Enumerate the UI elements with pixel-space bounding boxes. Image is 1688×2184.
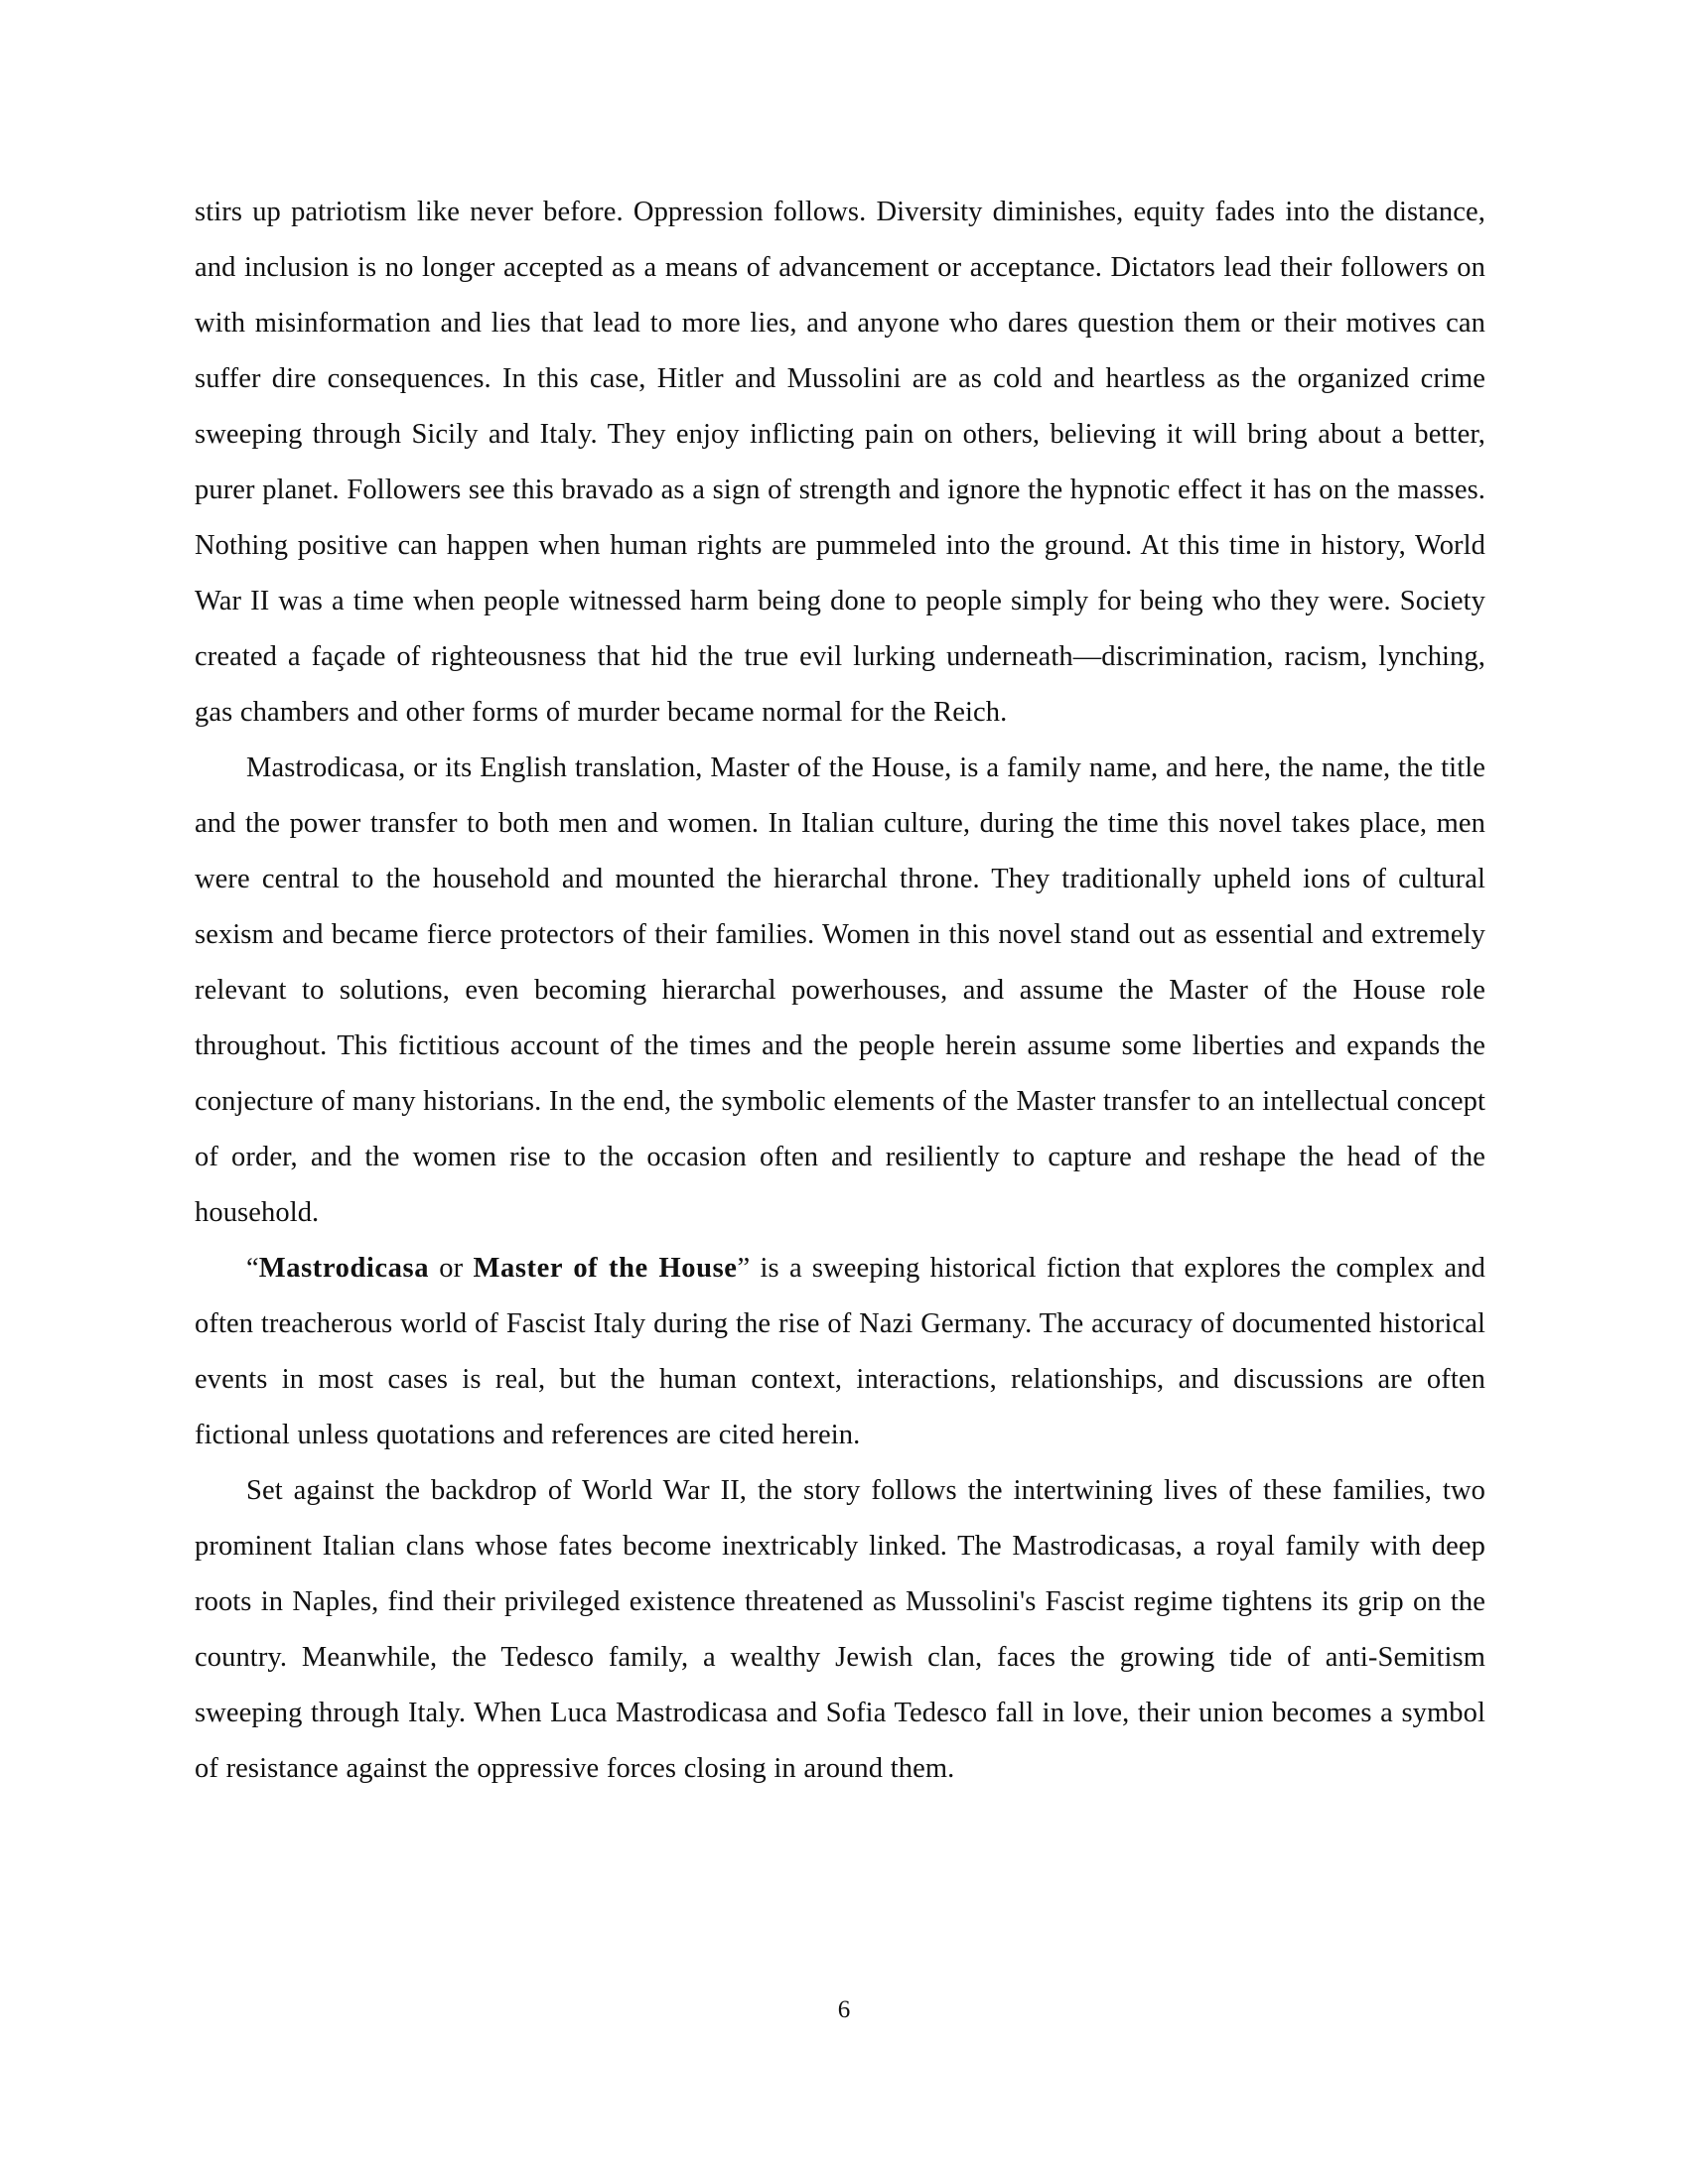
paragraph-2: Mastrodicasa, or its English translation, Master of the House, is a family name, and here, the name, the title and the power transfer to both men and women. In Italian culture, during the time this novel takes place, men were central to the household and mounted the hierarchal throne. They traditionally upheld ions of cultural sexism and became fierce protectors of their families. Women in this novel stand out as essential and extremely relevant to solutions, even becoming hierarchal powerhouses, and assume the Master of the House role throughout. This fictitious account of the times and the people herein assume some liberties and expands the conjecture of many historians. In the end, the symbolic elements of the Master transfer to an intellectual concept of order, and the women rise to the occasion often and resiliently to capture and reshape the head of the household.: [195, 752, 1485, 1228]
open-quote: “: [246, 1253, 259, 1284]
bold-title-english: Master of the House: [473, 1253, 738, 1284]
close-quote: ”: [737, 1253, 751, 1284]
bold-title-italian: Mastrodicasa: [258, 1253, 430, 1284]
page-body: [195, 185, 1485, 1797]
paragraph-3-body: is a sweeping historical fiction that explores the complex and often treacherous world of Fascist Italy during the rise of Nazi Germany. The accuracy of documented historical events in most cases is real, but the human context, interactions, relationships, and discussions are often fictional unless quotations and references are cited herein.: [195, 1253, 1485, 1450]
paragraph-1: stirs up patriotism like never before. Oppression follows. Diversity diminishes, equity fades into the distance, and inclusion is no longer accepted as a means of advancement or acceptance. Dictators lead their followers on with misinformation and lies that lead to more lies, and anyone who dares question them or their motives can suffer dire consequences. In this case, Hitler and Mussolini are as cold and heartless as the organized crime sweeping through Sicily and Italy. They enjoy inflicting pain on others, believing it will bring about a better, purer planet. Followers see this bravado as a sign of strength and ignore the hypnotic effect it has on the masses. Nothing positive can happen when human rights are pummeled into the ground. At this time in history, World War II was a time when people witnessed harm being done to people simply for being who they were. Society created a façade of righteousness that hid the true evil lurking underneath—discrimination, racism, lynching, gas chambers and other forms of murder became normal for the Reich.: [195, 197, 1485, 728]
paragraph-3: [195, 1241, 1485, 1463]
title-connector: or: [429, 1253, 474, 1284]
page-number: 6: [837, 1996, 851, 2023]
paragraph-4: Set against the backdrop of World War II, the story follows the intertwining lives of these families, two prominent Italian clans whose fates become inextricably linked. The Mastrodicasas, a royal family with deep roots in Naples, find their privileged existence threatened as Mussolini's Fascist regime tightens its grip on the country. Meanwhile, the Tedesco family, a wealthy Jewish clan, faces the growing tide of anti-Semitism sweeping through Italy. When Luca Mastrodicasa and Sofia Tedesco fall in love, their union becomes a symbol of resistance against the oppressive forces closing in around them.: [195, 1475, 1485, 1784]
